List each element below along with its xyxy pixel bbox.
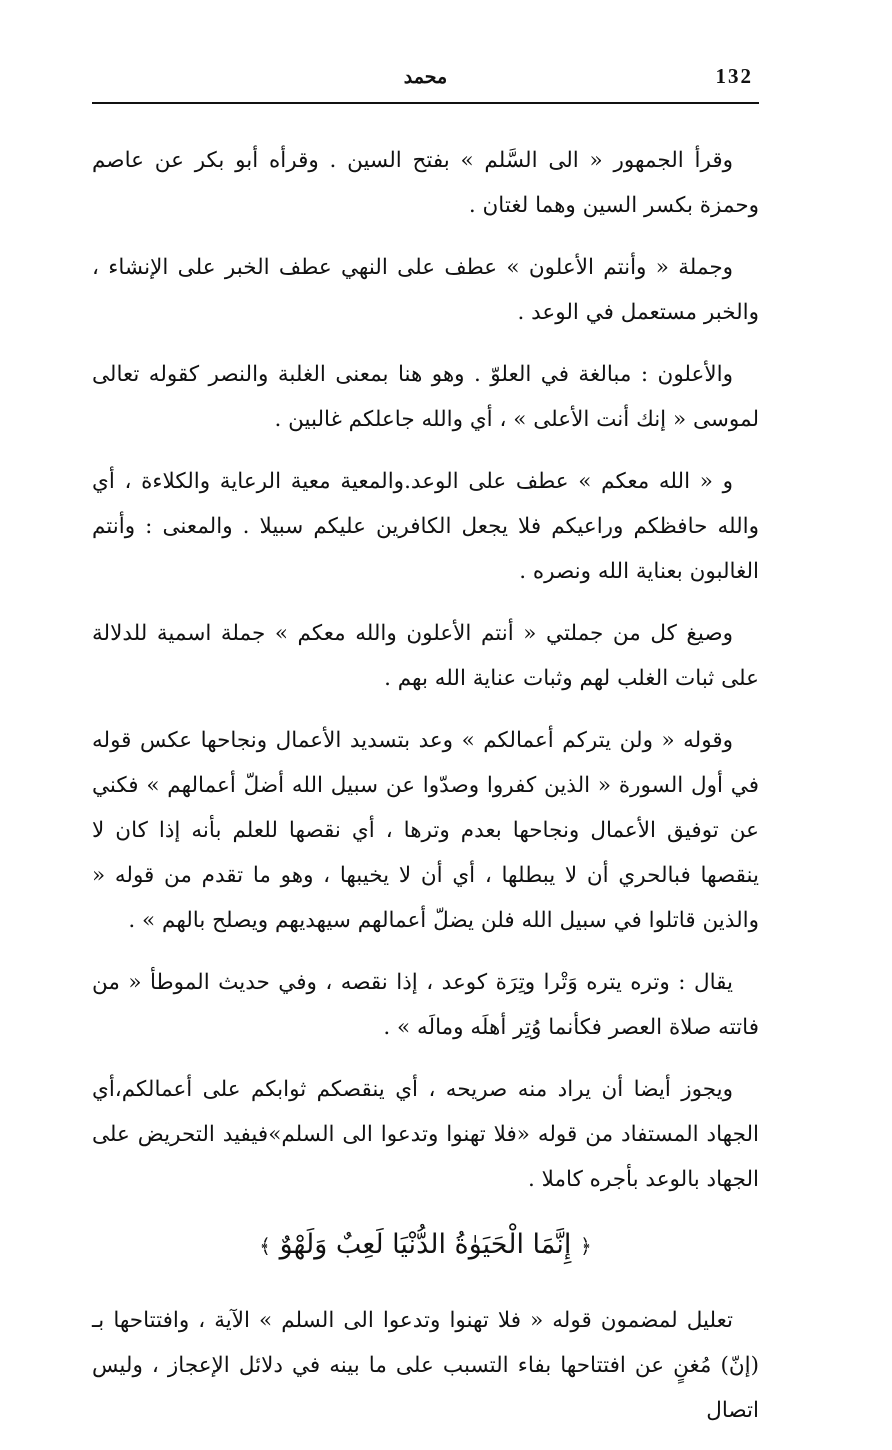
page-header [92, 58, 759, 104]
running-head: محمد [403, 66, 448, 88]
paragraph-1: وقرأ الجمهور « الى السَّلم » بفتح السين . وقرأه أبو بكر عن عاصم وحمزة بكسر السين وهما لغتان . [92, 148, 759, 218]
paragraph-7: يقال : وتره يتره وَتْرا وتِرَة كوعد ، إذا نقصه ، وفي حديث الموطأ « من فاتته صلاة العصر فكأنما وُتِر أهلَه ومالَه » . [92, 970, 759, 1040]
paragraph-2: وجملة « وأنتم الأعلون » عطف على النهي عطف الخبر على الإنشاء ، والخبر مستعمل في الوعد . [92, 255, 759, 325]
paragraph-3: والأعلون : مبالغة في العلوّ . وهو هنا بمعنى الغلبة والنصر كقوله تعالى لموسى « إنك أنت الأعلى » ، أي والله جاعلكم غالبين . [92, 362, 759, 432]
quran-verse [92, 1219, 759, 1272]
paragraph-6: وقوله « ولن يتركم أعمالكم » وعد بتسديد الأعمال ونجاحها عكس قوله في أول السورة « الذين كفروا وصدّوا عن سبيل الله أضلّ أعمالهم » فكني عن توفيق الأعمال ونجاحها بعدم وترها ، أي نقصها للعلم بأنه إذا كان لا ينقصها فبالحري أن لا يبطلها ، أي أن لا يخيبها ، وهو ما تقدم من قوله « والذين قاتلوا في سبيل الله فلن يضلّ أعمالهم سيهديهم ويصلح بالهم » . [92, 728, 759, 933]
paragraph-4: و « الله معكم » عطف على الوعد.والمعية معية الرعاية والكلاءة ، أي والله حافظكم وراعيكم فلا يجعل الكافرين عليكم سبيلا . والمعنى : وأنتم الغالبون بعناية الله ونصره . [92, 469, 759, 584]
verse-close-ornament: ﴾ [259, 1234, 271, 1258]
paragraph-8: ويجوز أيضا أن يراد منه صريحه ، أي ينقصكم ثوابكم على أعمالكم،أي الجهاد المستفاد من قوله «فلا تهنوا وتدعوا الى السلم»فيفيد التحريض على الجهاد بالوعد بأجره كاملا . [92, 1077, 759, 1192]
page-number: 132 [715, 64, 753, 88]
paragraph-5: وصيغ كل من جملتي « أنتم الأعلون والله معكم » جملة اسمية للدلالة على ثبات الغلب لهم وثبات عناية الله بهم . [92, 621, 759, 691]
body-text [92, 138, 759, 1450]
verse-text: إِنَّمَا الْحَيَوٰةُ الدُّنْيَا لَعِبٌ وَلَهْوٌ [279, 1229, 572, 1260]
paragraph-9: تعليل لمضمون قوله « فلا تهنوا وتدعوا الى السلم » الآية ، وافتتاحها بـ (إنّ) مُغنٍ عن افتتاحها بفاء التسبب على ما بينه في دلائل الإعجاز ، وليس اتصال [92, 1308, 759, 1423]
verse-open-ornament: ﴿ [579, 1234, 592, 1258]
header-rule [92, 102, 759, 104]
